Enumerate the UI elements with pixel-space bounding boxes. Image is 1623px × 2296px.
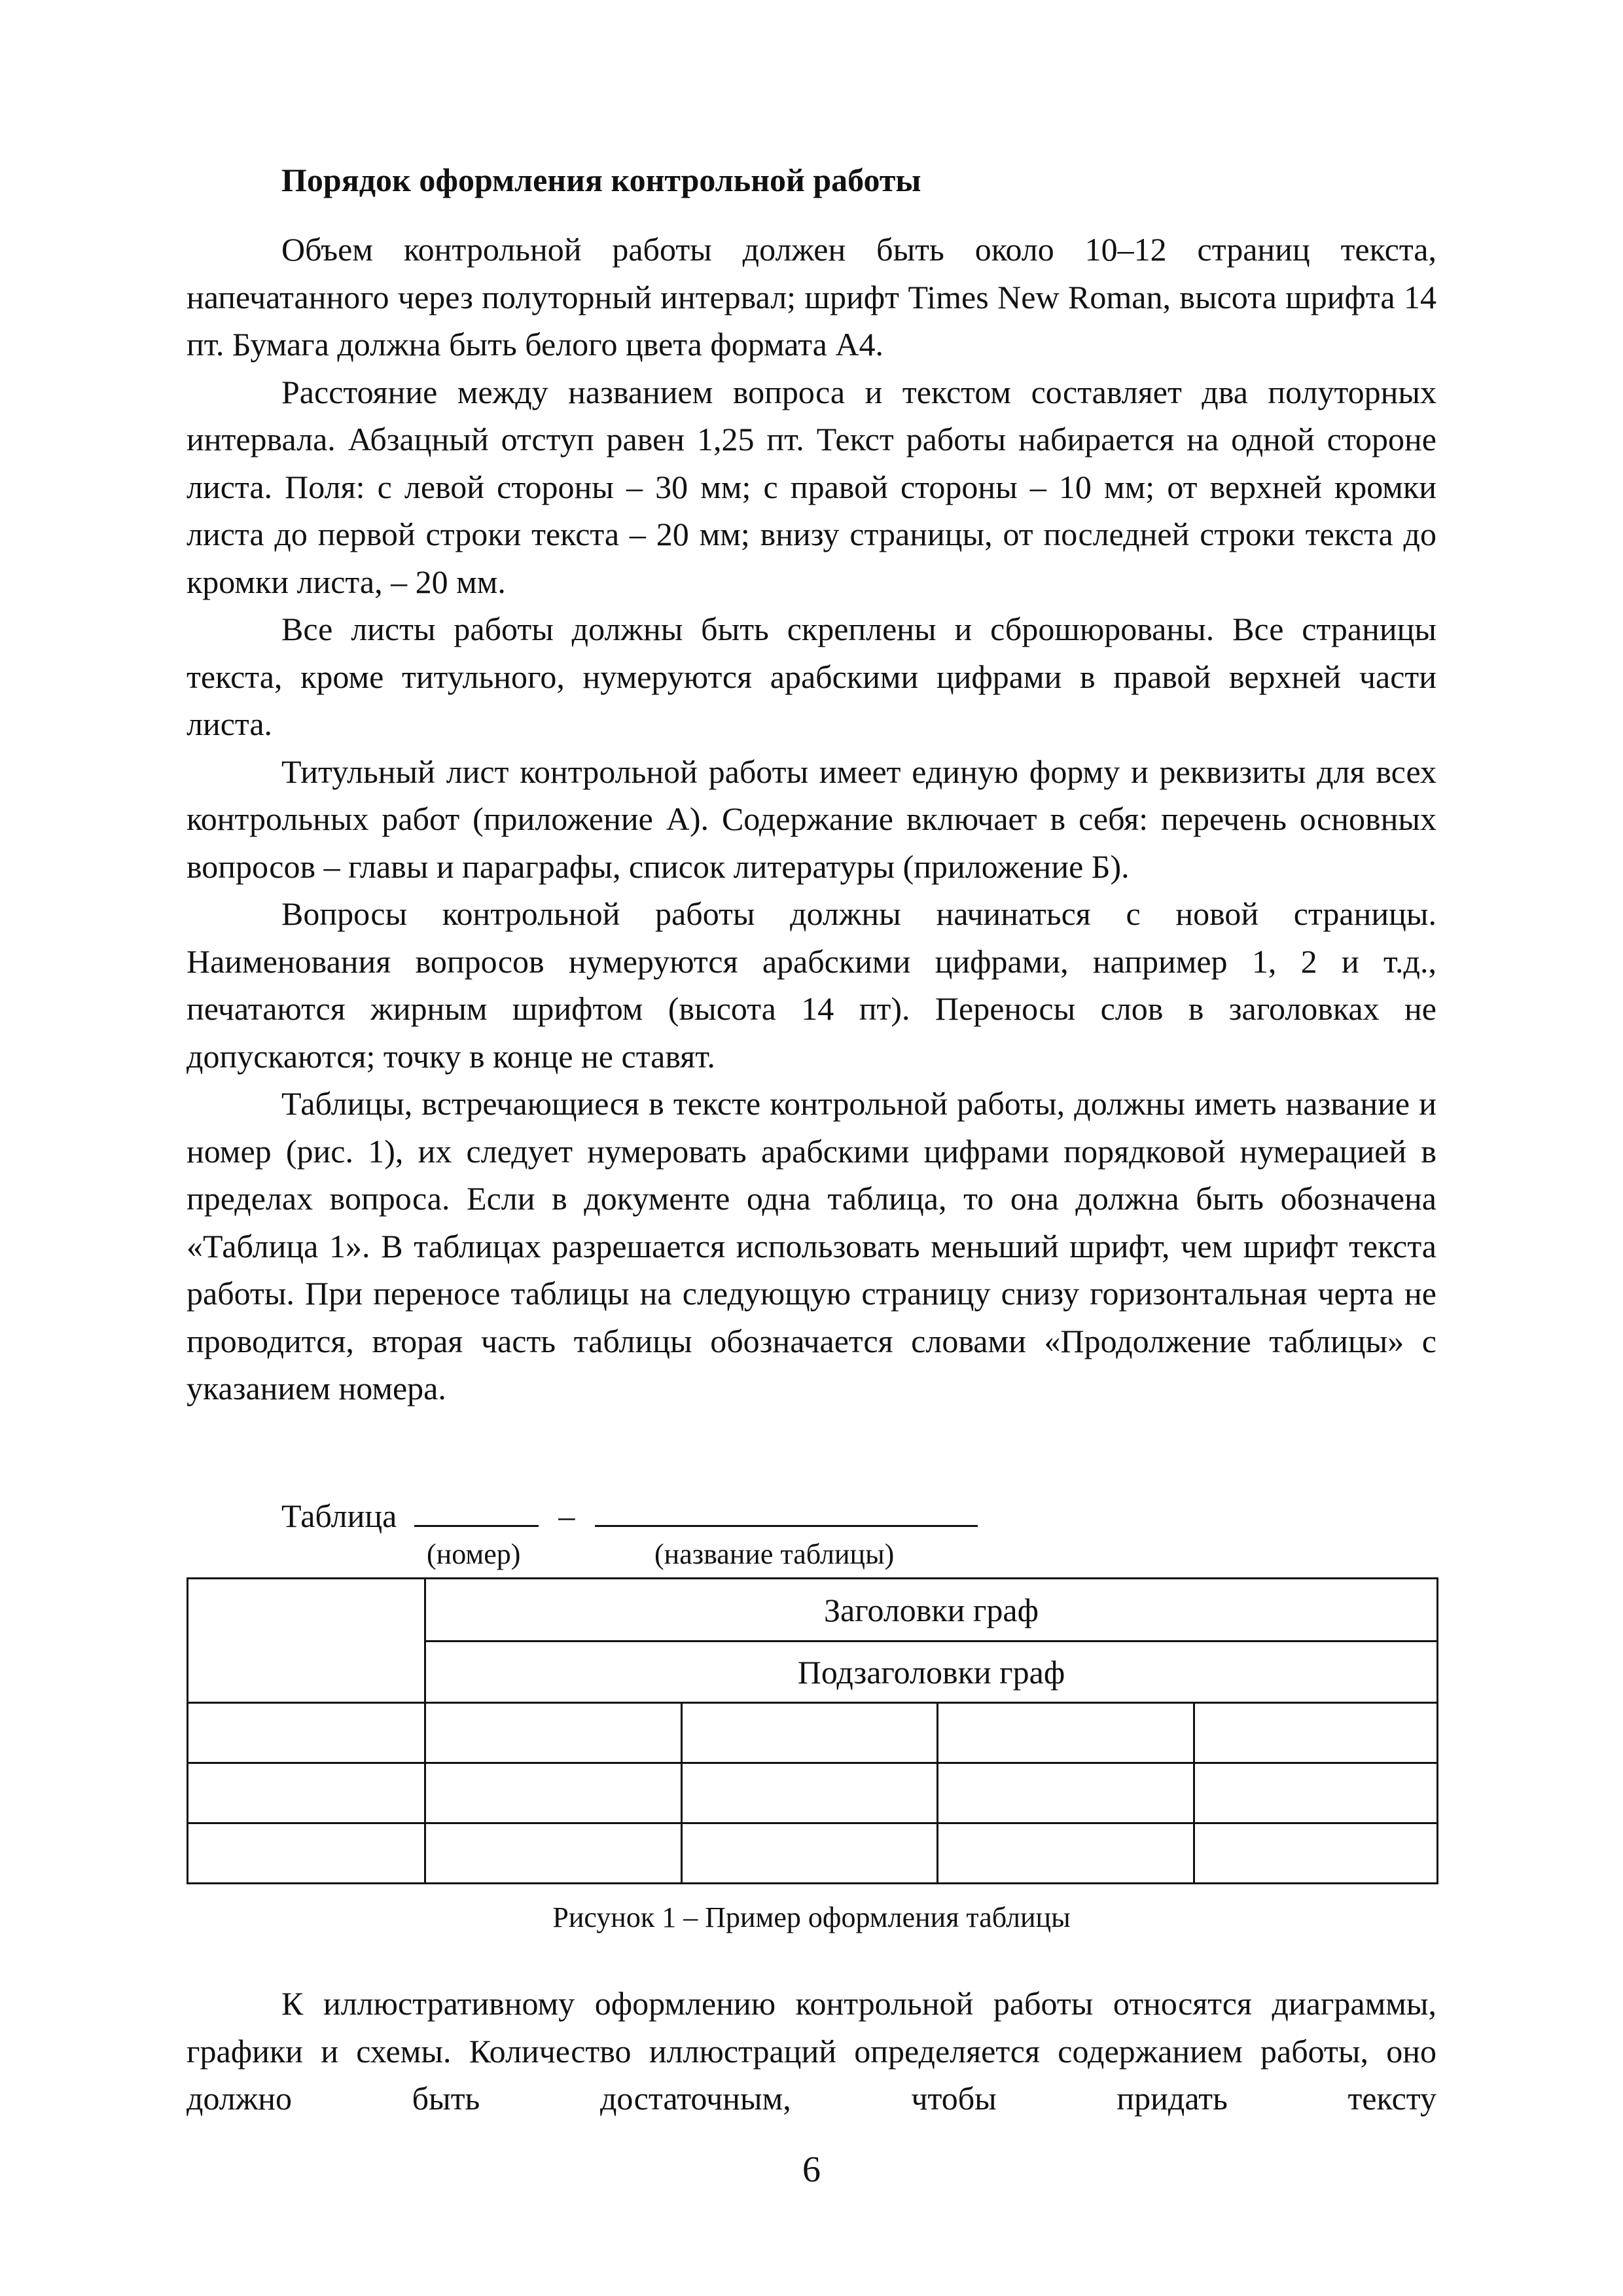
paragraph: Вопросы контрольной работы должны начинаться с новой страницы. Наименования вопросов нумеруются арабскими цифрами, например 1, 2 и т.д., печатаются жирным шрифтом (высота 14 пт). Переносы слов в заголовках не допускаются; точку в конце не ставят. (187, 895, 1436, 1075)
column-subheaders-cell: Подзаголовки граф (425, 1641, 1438, 1703)
closing-text (187, 1980, 1436, 2123)
table-title-line (281, 1491, 978, 1539)
table-cell (188, 1703, 425, 1763)
table-number-hint: (номер) (427, 1538, 521, 1570)
table-cell (682, 1763, 938, 1823)
table-cell (188, 1823, 425, 1884)
table-cell (938, 1823, 1194, 1884)
table-name-blank (595, 1491, 978, 1527)
paragraph: Объем контрольной работы должен быть около 10–12 страниц текста, напечатанного через полуторный интервал; шрифт Times New Roman, высота шрифта 14 пт. Бумага должна быть белого цвета формата А4. (187, 231, 1436, 363)
paragraph: Таблицы, встречающиеся в тексте контрольной работы, должны иметь название и номер (рис. 1), их следует нумеровать арабскими цифрами порядковой нумерацией в пределах вопроса. Если в документе одна таблица, то она должна быть обозначена «Таблица 1». В таблицах разрешается использовать меньший шрифт, чем шрифт текста работы. При переносе таблицы на следующую страницу снизу горизонтальная черта не проводится, вторая часть таблицы обозначается словами «Продолжение таблицы» с указанием номера. (187, 1085, 1436, 1407)
paragraph: Расстояние между названием вопроса и текстом составляет два полуторных интервала. Абзацный отступ равен 1,25 пт. Текст работы набирается на одной стороне листа. Поля: с левой стороны – 30 мм; с правой стороны – 10 мм; от верхней кромки листа до первой строки текста – 20 мм; внизу страницы, от последней строки текста до кромки листа, – 20 мм. (187, 373, 1436, 600)
paragraph: К иллюстративному оформлению контрольной работы относятся диаграммы, графики и схемы. Количество иллюстраций определяется содержанием работы, оно должно быть достаточным, чтобы придать тексту (187, 1985, 1436, 2117)
figure-caption: Рисунок 1 – Пример оформления таблицы (552, 1901, 1071, 1933)
table-cell (682, 1703, 938, 1763)
section-heading: Порядок оформления контрольной работы (281, 162, 921, 198)
table-label: Таблица (281, 1498, 397, 1534)
paragraph: Титульный лист контрольной работы имеет единую форму и реквизиты для всех контрольных работ (приложение А). Содержание включает в себя: перечень основных вопросов – главы и параграфы, список литературы (приложение Б). (187, 753, 1436, 885)
sample-table (187, 1577, 1438, 1884)
table-cell (1194, 1823, 1438, 1884)
body-text (187, 226, 1436, 1412)
table-cell (425, 1763, 682, 1823)
table-cell (425, 1703, 682, 1763)
paragraph: Все листы работы должны быть скреплены и сброшюрованы. Все страницы текста, кроме титульного, нумеруются арабскими цифрами в правой верхней части листа. (187, 611, 1436, 742)
table-cell (938, 1703, 1194, 1763)
column-headers-cell: Заголовки граф (425, 1579, 1438, 1641)
table-cell (682, 1823, 938, 1884)
table-cell (938, 1763, 1194, 1823)
table-cell (1194, 1763, 1438, 1823)
table-name-hint: (название таблицы) (654, 1538, 895, 1570)
table-cell (188, 1763, 425, 1823)
table-dash: – (558, 1498, 575, 1534)
table-cell (425, 1823, 682, 1884)
stub-header-cell (188, 1579, 425, 1703)
table-cell (1194, 1703, 1438, 1763)
page-number: 6 (802, 2149, 821, 2190)
table-number-blank (414, 1491, 539, 1527)
